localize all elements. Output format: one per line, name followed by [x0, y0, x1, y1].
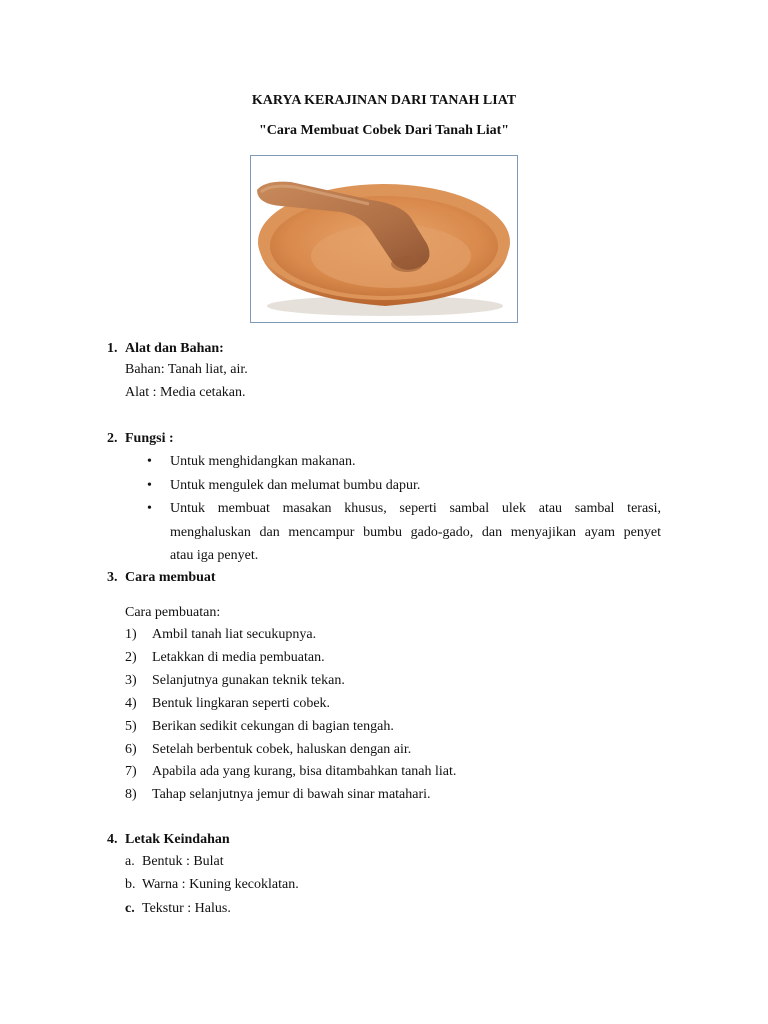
- item-text: Tekstur : Halus.: [142, 901, 231, 916]
- step-text: Setelah berbentuk cobek, haluskan dengan air.: [152, 742, 412, 757]
- bahan-line: Bahan: Tanah liat, air.: [125, 362, 248, 377]
- cobek-image: [250, 155, 518, 323]
- section-heading-alat-bahan: Alat dan Bahan:: [125, 341, 224, 356]
- steps-intro: Cara pembuatan:: [125, 605, 221, 620]
- section-number: 3.: [107, 570, 118, 585]
- section-heading-fungsi: Fungsi :: [125, 431, 174, 446]
- list-item-continued: menghaluskan dan mencampur bumbu gado-gado, dan menyajikan ayam penyet: [170, 525, 661, 540]
- item-letter: c.: [125, 901, 135, 916]
- step-text: Ambil tanah liat secukupnya.: [152, 627, 317, 642]
- section-heading-letak-keindahan: Letak Keindahan: [125, 832, 230, 847]
- step-text: Selanjutnya gunakan teknik tekan.: [152, 673, 345, 688]
- cobek-illustration-icon: [251, 156, 517, 322]
- step-text: Bentuk lingkaran seperti cobek.: [152, 696, 331, 711]
- step-text: Apabila ada yang kurang, bisa ditambahkan tanah liat.: [152, 764, 457, 779]
- item-letter: b.: [125, 877, 136, 892]
- step-number: 1): [125, 627, 137, 642]
- document-subtitle: "Cara Membuat Cobek Dari Tanah Liat": [258, 123, 510, 138]
- section-heading-cara-membuat: Cara membuat: [125, 570, 216, 585]
- section-number: 4.: [107, 832, 118, 847]
- bullet-icon: •: [147, 454, 152, 469]
- step-number: 4): [125, 696, 137, 711]
- alat-line: Alat : Media cetakan.: [125, 385, 246, 400]
- item-text: Bentuk : Bulat: [142, 854, 224, 869]
- bullet-icon: •: [147, 478, 152, 493]
- step-number: 2): [125, 650, 137, 665]
- step-number: 3): [125, 673, 137, 688]
- item-letter: a.: [125, 854, 135, 869]
- section-number: 2.: [107, 431, 118, 446]
- item-text: Warna : Kuning kecoklatan.: [142, 877, 299, 892]
- section-number: 1.: [107, 341, 118, 356]
- step-number: 8): [125, 787, 137, 802]
- document-title: KARYA KERAJINAN DARI TANAH LIAT: [251, 93, 517, 108]
- list-item: Untuk mengulek dan melumat bumbu dapur.: [170, 478, 421, 493]
- step-number: 7): [125, 764, 137, 779]
- step-text: Tahap selanjutnya jemur di bawah sinar matahari.: [152, 787, 431, 802]
- step-text: Berikan sedikit cekungan di bagian tengah.: [152, 719, 394, 734]
- step-number: 6): [125, 742, 137, 757]
- list-item: Untuk menghidangkan makanan.: [170, 454, 356, 469]
- step-number: 5): [125, 719, 137, 734]
- step-text: Letakkan di media pembuatan.: [152, 650, 325, 665]
- list-item-continued: atau iga penyet.: [170, 548, 259, 563]
- list-item: Untuk membuat masakan khusus, seperti sambal ulek atau sambal terasi,: [170, 501, 661, 516]
- bullet-icon: •: [147, 501, 152, 516]
